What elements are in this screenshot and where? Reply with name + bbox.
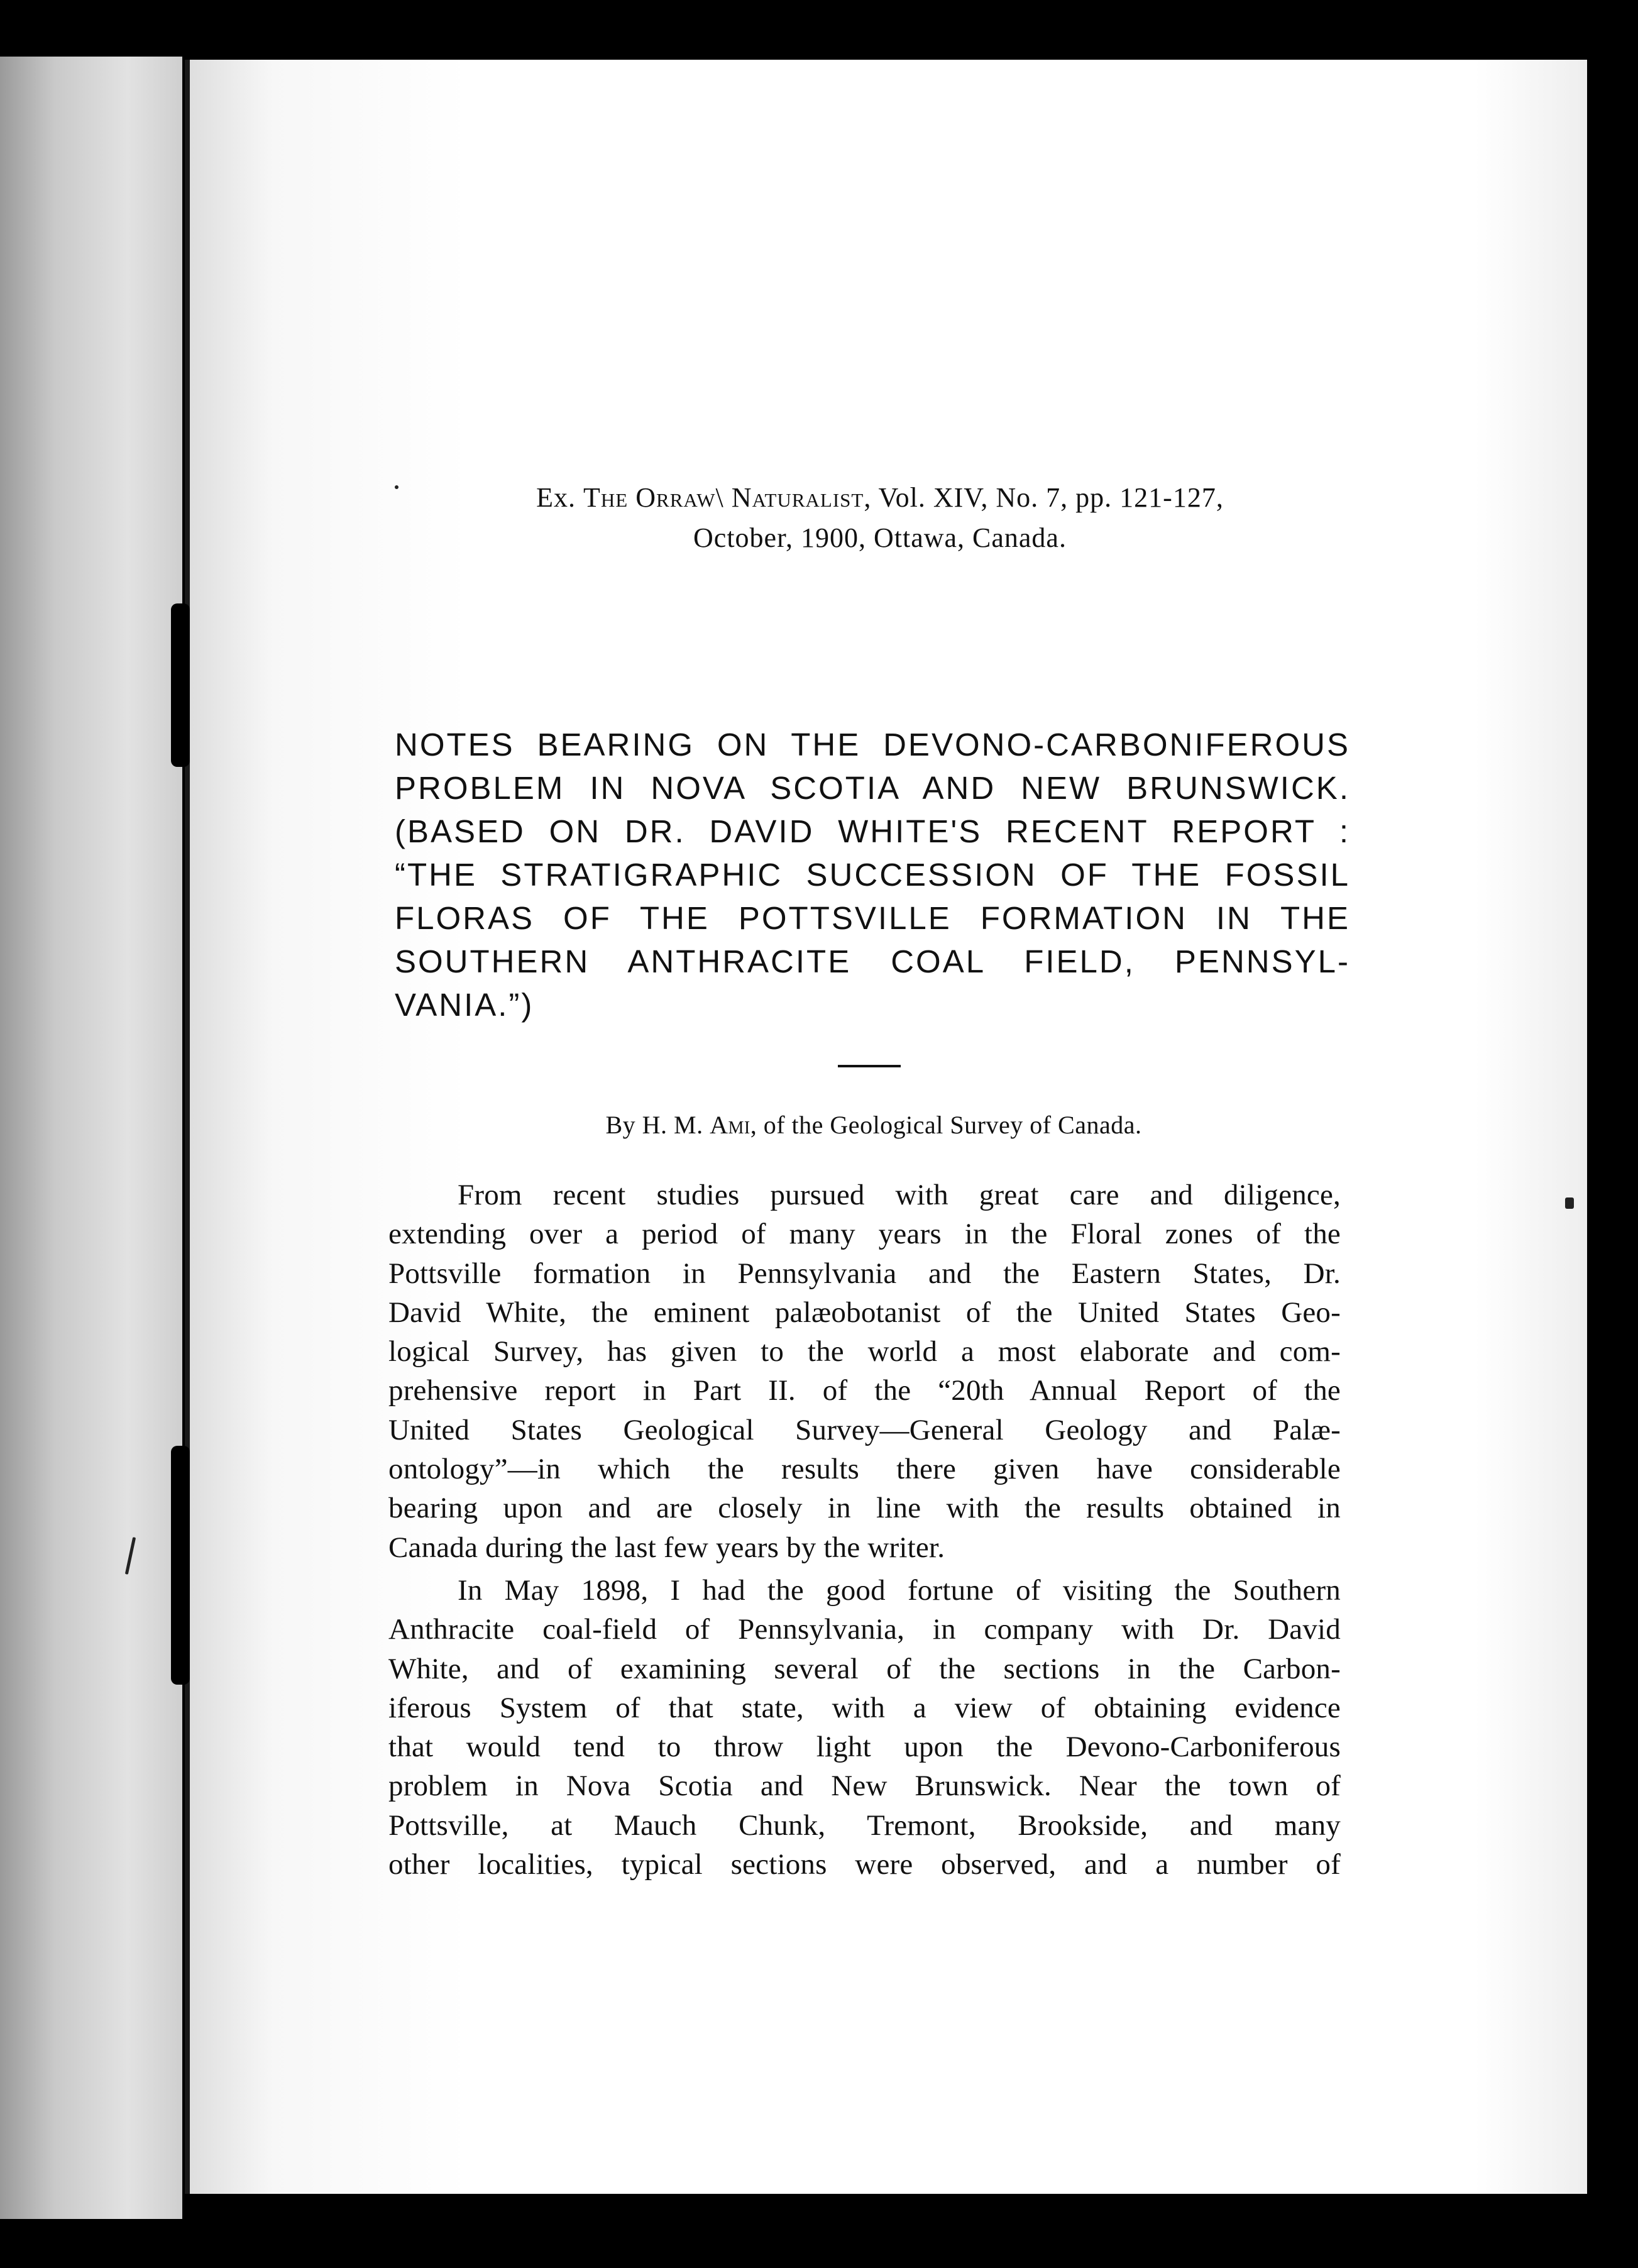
- author-surname: Ami,: [710, 1111, 757, 1139]
- paragraph-2: [388, 1571, 1341, 1884]
- body-line: logical Survey, has given to the world a most elaborate and com-: [388, 1335, 1341, 1368]
- title-line: SOUTHERN ANTHRACITE COAL FIELD, PENNSYL-: [395, 944, 1350, 979]
- body-line: David White, the eminent palæobotanist of the United States Geo-: [388, 1296, 1341, 1329]
- body-line: other localities, typical sections were observed, and a number of: [388, 1848, 1341, 1881]
- body-line: United States Geological Survey—General Geology and Palæ-: [388, 1413, 1341, 1446]
- author-affiliation: of the Geological Survey of Canada.: [763, 1111, 1142, 1139]
- citation-volume: Vol. XIV, No. 7, pp. 121-127,: [878, 482, 1224, 513]
- title-line: FLORAS OF THE POTTSVILLE FORMATION IN THE: [395, 900, 1350, 936]
- journal-name: The Orraw\ Naturalist,: [583, 482, 872, 513]
- body-line: problem in Nova Scotia and New Brunswick. Near the town of: [388, 1770, 1341, 1803]
- body-line: In May 1898, I had the good fortune of visiting the Southern: [458, 1573, 1341, 1607]
- byline-prefix: By H. M.: [605, 1111, 703, 1139]
- body-line: Anthracite coal-field of Pennsylvania, in company with Dr. David: [388, 1613, 1341, 1646]
- body-line: From recent studies pursued with great care and diligence,: [458, 1179, 1341, 1211]
- body-line: ontology”—in which the results there given have considerable: [388, 1453, 1341, 1486]
- body-line: prehensive report in Part II. of the “20th Annual Report of the: [388, 1374, 1341, 1407]
- body-line: White, and of examining several of the sections in the Carbon-: [388, 1652, 1341, 1685]
- author-byline: [478, 1106, 1270, 1144]
- body-line: bearing upon and are closely in line with the results obtained in: [388, 1492, 1341, 1525]
- binding-clip: [171, 1446, 190, 1685]
- body-line: Canada during the last few years by the writer.: [388, 1531, 945, 1564]
- body-line: Pottsville formation in Pennsylvania and the Eastern States, Dr.: [388, 1257, 1341, 1290]
- title-line: (BASED ON DR. DAVID WHITE'S RECENT REPORT :: [395, 813, 1350, 849]
- citation-prefix: Ex.: [536, 482, 576, 513]
- body-line: extending over a period of many years in the Floral zones of the: [388, 1218, 1341, 1251]
- book-spine: [185, 60, 190, 2194]
- binding-clip: [171, 603, 190, 767]
- title-line: PROBLEM IN NOVA SCOTIA AND NEW BRUNSWICK.: [395, 770, 1350, 806]
- scan-speck: [395, 485, 399, 489]
- title-divider: [838, 1065, 901, 1067]
- body-line: Pottsville, at Mauch Chunk, Tremont, Brookside, and many: [388, 1808, 1341, 1842]
- citation-line-1: [484, 478, 1276, 518]
- title-line: VANIA.”): [395, 987, 534, 1023]
- body-line: that would tend to throw light upon the Devono-Carboniferous: [388, 1731, 1341, 1764]
- paragraph-1: [388, 1175, 1341, 1567]
- left-page-edge: [0, 57, 182, 2219]
- article-title: [395, 723, 1350, 1027]
- title-line: “THE STRATIGRAPHIC SUCCESSION OF THE FOSSIL: [395, 857, 1350, 893]
- article-body: [388, 1175, 1341, 1884]
- citation-header: [484, 478, 1276, 558]
- title-line: NOTES BEARING ON THE DEVONO-CARBONIFEROUS: [395, 727, 1350, 762]
- body-line: iferous System of that state, with a view of obtaining evidence: [388, 1691, 1341, 1724]
- citation-line-2: October, 1900, Ottawa, Canada.: [693, 522, 1067, 553]
- scan-speck: [1565, 1197, 1574, 1209]
